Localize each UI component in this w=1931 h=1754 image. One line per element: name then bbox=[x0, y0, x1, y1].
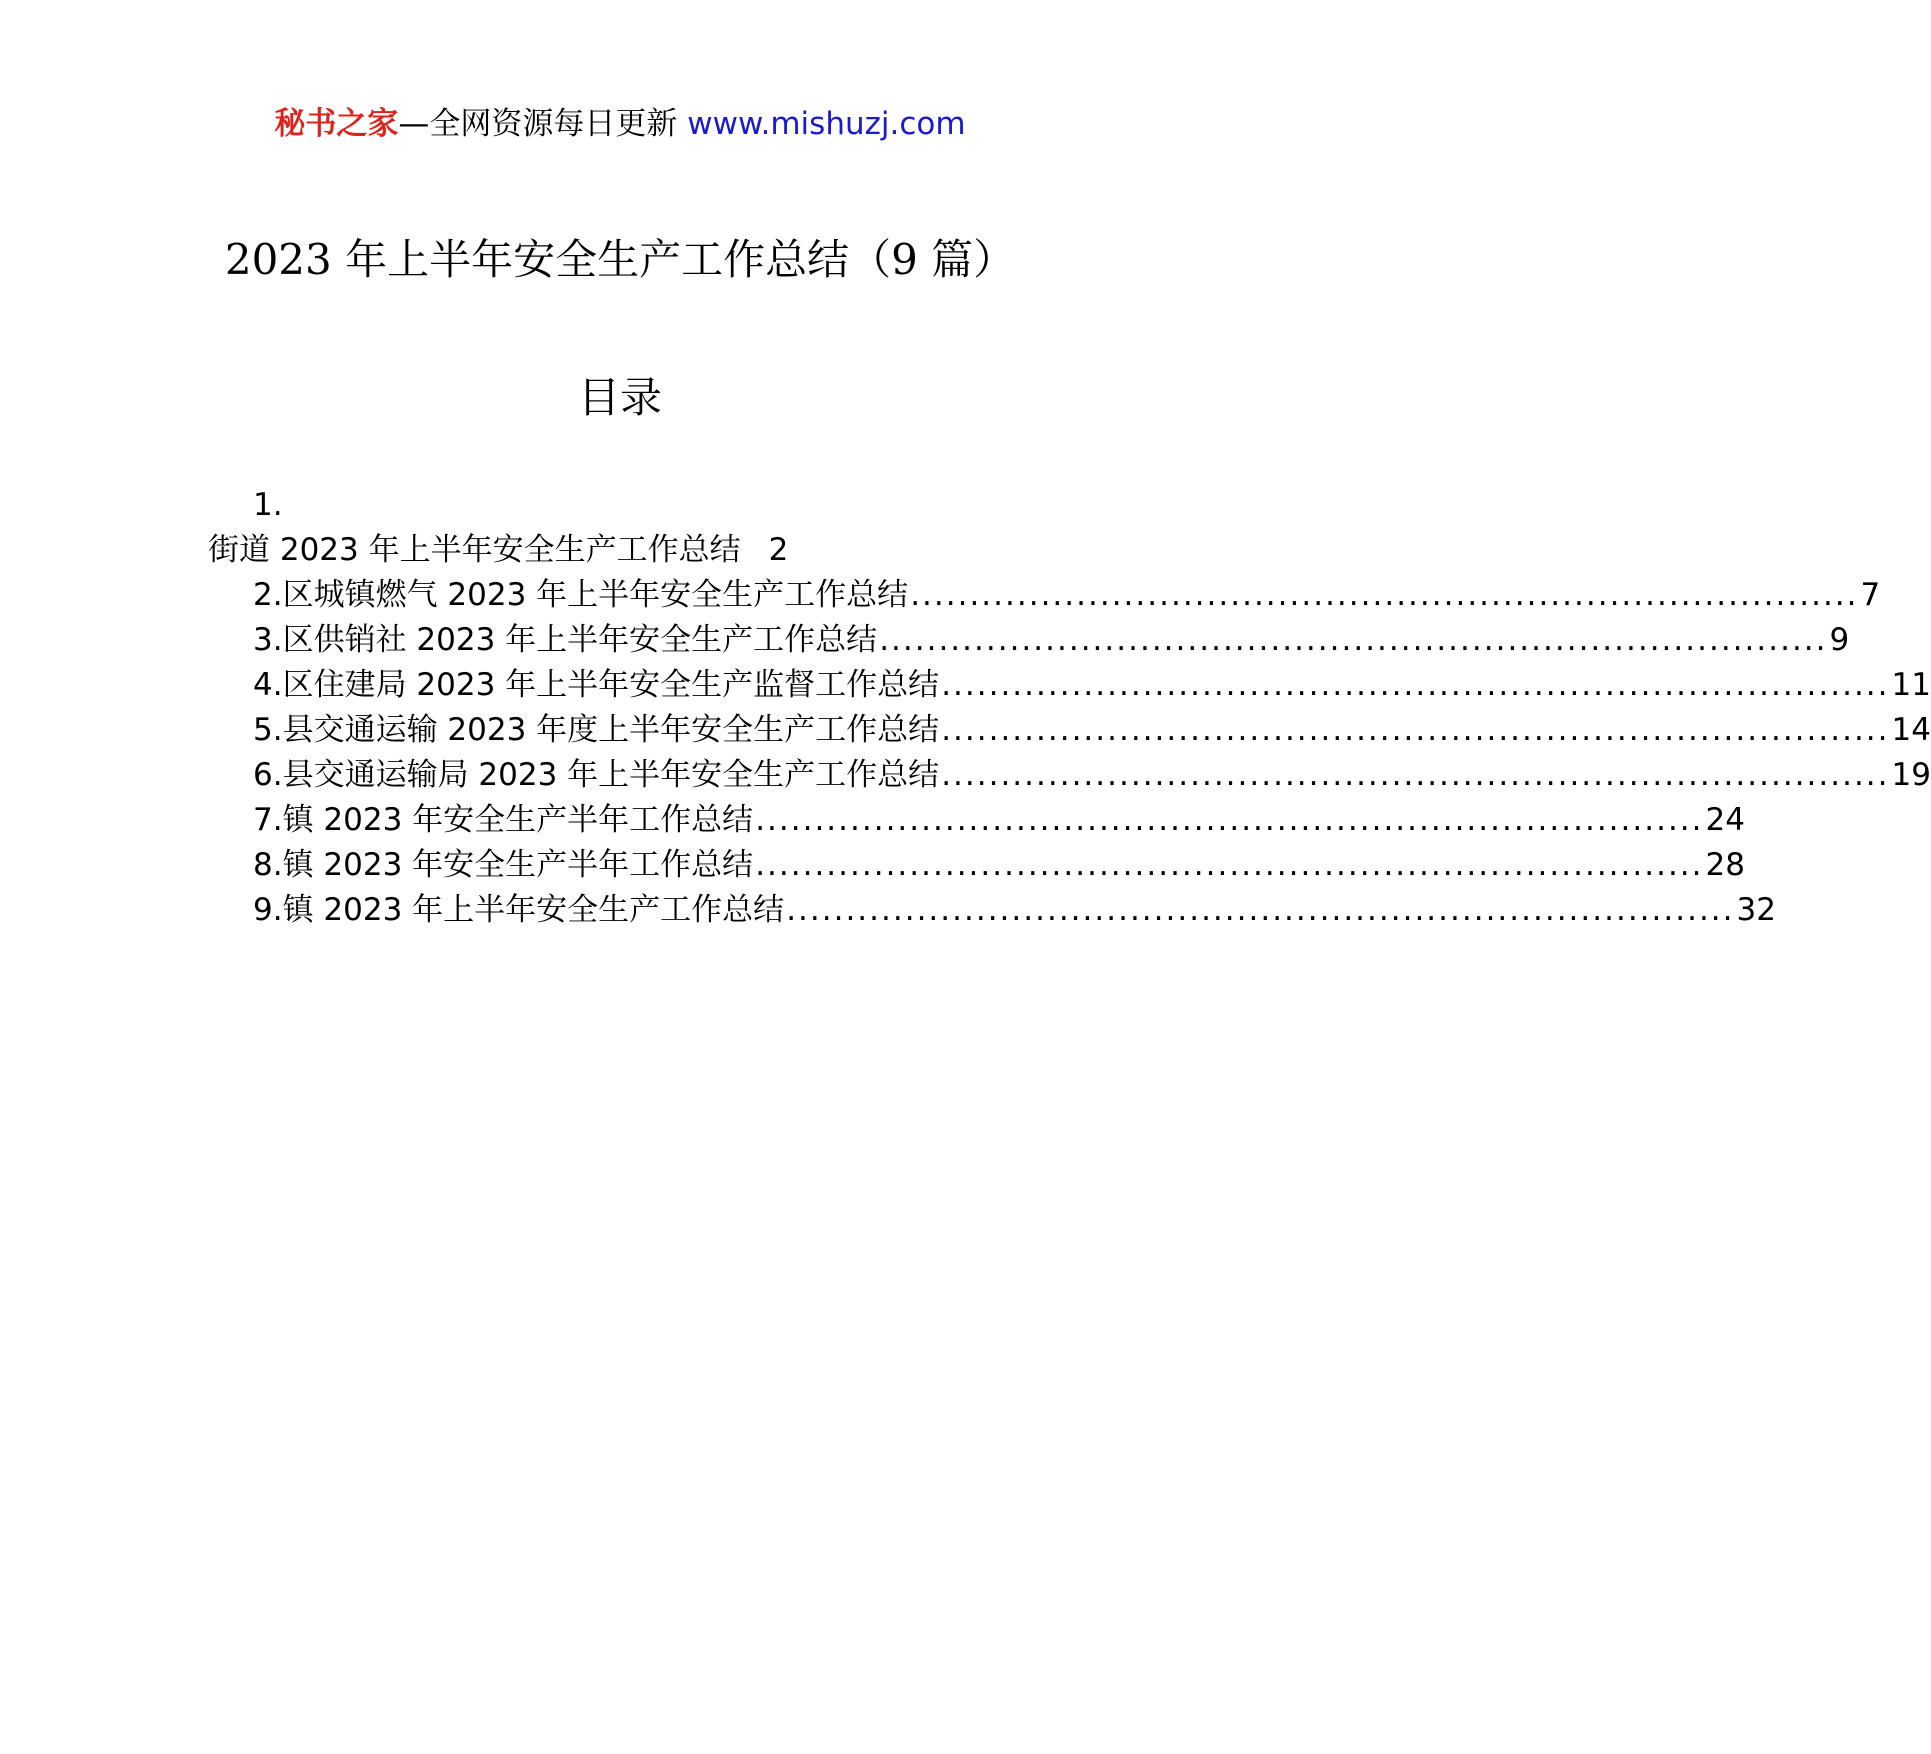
toc-entry-label: 6.县交通运输局 2023 年上半年安全生产工作总结 bbox=[253, 757, 940, 793]
toc-entry-label: 4.区住建局 2023 年上半年安全生产监督工作总结 bbox=[253, 667, 940, 703]
header-tagline: —全网资源每日更新 bbox=[398, 106, 678, 142]
toc-entry-page: 11 bbox=[1891, 667, 1931, 703]
toc-entry[interactable] bbox=[208, 573, 1881, 618]
toc-entry-label: 2.区城镇燃气 2023 年上半年安全生产工作总结 bbox=[253, 577, 909, 613]
toc-entry-label: 8.镇 2023 年安全生产半年工作总结 bbox=[253, 847, 754, 883]
table-of-contents bbox=[208, 483, 1931, 933]
toc-dot-leader: ................................................................................ bbox=[941, 712, 1890, 748]
toc-dot-leader: ................................................................................ bbox=[910, 577, 1859, 613]
toc-entry-page: 24 bbox=[1705, 802, 1745, 838]
toc-entry[interactable] bbox=[208, 708, 1931, 753]
toc-entry[interactable] bbox=[208, 753, 1931, 798]
toc-entry-page: 32 bbox=[1736, 892, 1776, 928]
toc-entry-page: 7 bbox=[1860, 577, 1881, 613]
toc-dot-leader: ................................................................................ bbox=[941, 667, 1890, 703]
toc-entry-page: 14 bbox=[1891, 712, 1931, 748]
toc-entry[interactable] bbox=[208, 798, 1745, 843]
site-url-link[interactable]: www.mishuzj.com bbox=[687, 106, 966, 142]
toc-dot-leader: ................................................................................ bbox=[755, 847, 1704, 883]
toc-entry-page: 28 bbox=[1705, 847, 1745, 883]
brand-name: 秘书之家 bbox=[274, 106, 399, 142]
toc-entry-label: 5.县交通运输 2023 年度上半年安全生产工作总结 bbox=[253, 712, 940, 748]
toc-entry-page: 9 bbox=[1829, 622, 1850, 658]
toc-entry-label: 街道 2023 年上半年安全生产工作总结 bbox=[208, 532, 741, 568]
toc-entry-page: 19 bbox=[1891, 757, 1931, 793]
toc-dot-leader: ................................................................................ bbox=[755, 802, 1704, 838]
site-header bbox=[0, 100, 1240, 148]
toc-dot-leader: ................................................................................ bbox=[941, 757, 1890, 793]
toc-entry-label: 9.镇 2023 年上半年安全生产工作总结 bbox=[253, 892, 785, 928]
toc-first-number: 1. bbox=[253, 487, 283, 523]
toc-entry-label: 7.镇 2023 年安全生产半年工作总结 bbox=[253, 802, 754, 838]
toc-entry[interactable] bbox=[208, 663, 1931, 708]
toc-entry[interactable] bbox=[208, 618, 1850, 663]
toc-dot-leader: ................................................................................ bbox=[879, 622, 1828, 658]
toc-entry-label: 3.区供销社 2023 年上半年安全生产工作总结 bbox=[253, 622, 878, 658]
toc-entry[interactable] bbox=[208, 528, 1048, 573]
document-title: 2023 年上半年安全生产工作总结（9 篇） bbox=[224, 235, 1016, 284]
toc-heading: 目录 bbox=[577, 373, 662, 422]
toc-entry[interactable] bbox=[208, 888, 1776, 933]
toc-entry-page: 2 bbox=[768, 532, 789, 568]
toc-entry[interactable] bbox=[208, 843, 1745, 888]
toc-dot-leader: ................................................................................ bbox=[786, 892, 1735, 928]
